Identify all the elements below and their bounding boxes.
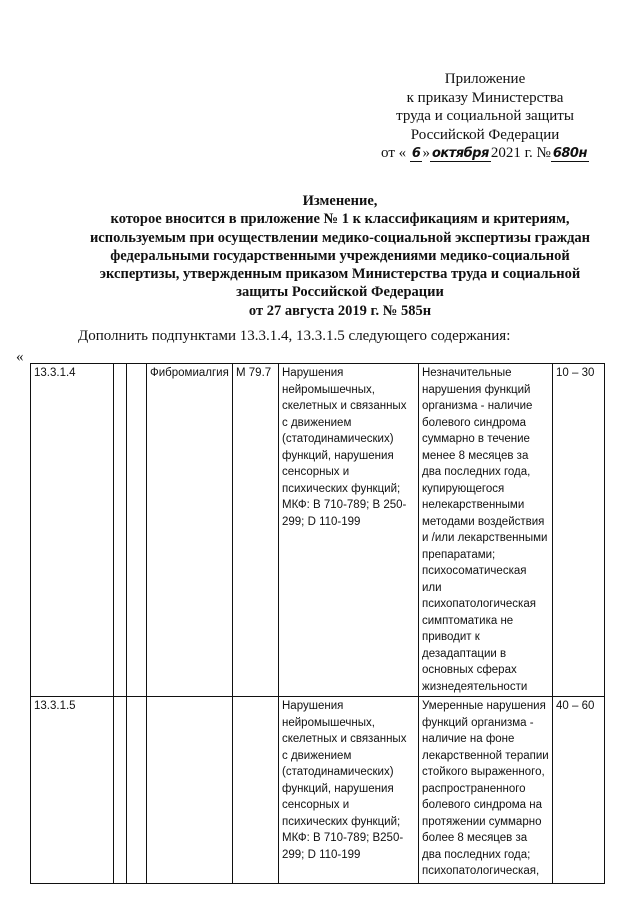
heading-line: от 27 августа 2019 г. № 585н xyxy=(248,302,432,319)
order-date-line xyxy=(360,144,610,164)
date-prefix: от « xyxy=(381,145,407,161)
date-quote-close: » xyxy=(422,145,430,161)
cell-impairment: Нарушения нейромышечных, скелетных и связанных с движением (статодинамических) функций, нарушения сенсорных и психических функций; МКФ: В 710-789; В 250-299; D 110-199 xyxy=(279,364,419,697)
cell-percent-range: 10 – 30 xyxy=(553,364,605,697)
opening-quote: « xyxy=(16,349,24,365)
criteria-paragraph: Умеренные нарушения функций организма - наличие на фоне лекарственной терапии стойкого выраженного, распространенного болевого синдрома на протяжении суммарно более 8 месяцев за два последних года; xyxy=(422,700,549,861)
heading-line: которое вносится в приложение № 1 к классификациям и критериям, xyxy=(110,211,570,228)
appendix-line: труда и социальной защиты xyxy=(396,108,574,124)
heading-line: используемым при осуществлении медико-социальной экспертизы граждан xyxy=(89,229,591,246)
handwritten-day: 6 xyxy=(411,146,421,161)
cell-criteria xyxy=(419,364,553,697)
criteria-paragraph: психопатологическая, xyxy=(422,865,540,877)
cell-code: 13.3.1.5 xyxy=(31,697,114,884)
year-and-number-label: 2021 г. № xyxy=(490,145,551,161)
cell-code: 13.3.1.4 xyxy=(31,364,114,697)
cell-percent-range: 40 – 60 xyxy=(553,697,605,884)
criteria-table xyxy=(30,363,605,884)
cell-empty xyxy=(114,697,127,884)
appendix-block xyxy=(360,70,610,164)
cell-empty xyxy=(114,364,127,697)
heading-line: федеральными государственными учреждениями медико-социальной xyxy=(110,247,570,264)
criteria-paragraph: психосоматическая или психопатологическая симптоматика не приводит к дезадаптации в основных сферах жизнедеятельности xyxy=(422,565,536,693)
appendix-line: Приложение xyxy=(444,71,526,87)
cell-criteria xyxy=(419,697,553,884)
cell-icd-code: М 79.7 xyxy=(233,364,279,697)
cell-impairment: Нарушения нейромышечных, скелетных и связанных с движением (статодинамических) функций, нарушения сенсорных и психических функций; МКФ: В 710-789; В250-299; D 110-199 xyxy=(279,697,419,884)
heading-line: Изменение, xyxy=(302,193,378,209)
handwritten-month: октября xyxy=(431,146,489,161)
intro-paragraph: Дополнить подпунктами 13.3.1.4, 13.3.1.5 следующего содержания: xyxy=(78,328,511,344)
heading-line: защиты Российской Федерации xyxy=(236,284,444,301)
cell-disease xyxy=(147,697,233,884)
heading-line: экспертизы, утвержденным приказом Министерства труда и социальной xyxy=(99,266,581,283)
cell-empty xyxy=(127,364,147,697)
appendix-line: к приказу Министерства xyxy=(406,89,564,106)
table-row xyxy=(31,364,605,697)
criteria-paragraph: Незначительные нарушения функций организма - наличие болевого синдрома суммарно в течение менее 8 месяцев за два последних года, купирующегося нелекарственными методами воздействия и /или лекарственными препаратами; xyxy=(422,367,548,561)
handwritten-order-number: 680н xyxy=(552,146,587,161)
appendix-line: Российской Федерации xyxy=(410,126,560,143)
document-heading xyxy=(60,192,620,320)
table-row xyxy=(31,697,605,884)
cell-icd-code xyxy=(233,697,279,884)
cell-disease: Фибромиалгия xyxy=(147,364,233,697)
cell-empty xyxy=(127,697,147,884)
